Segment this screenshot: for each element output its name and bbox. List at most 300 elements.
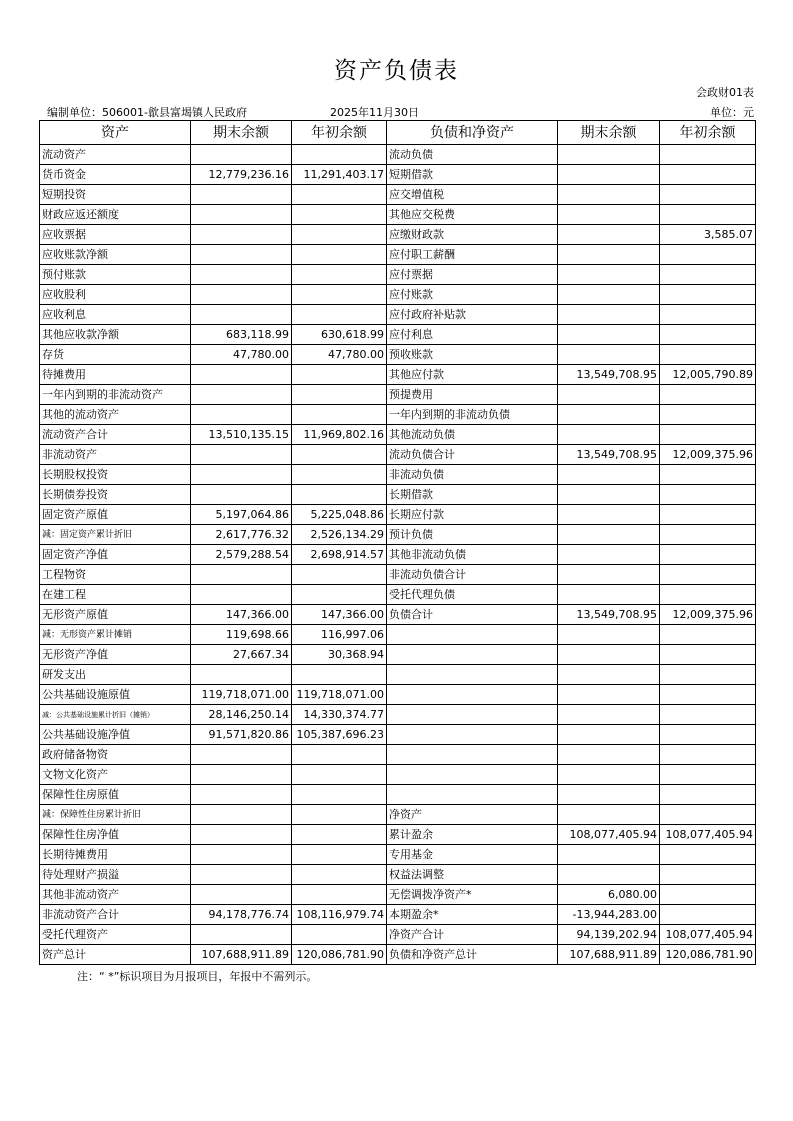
- asset-begin-balance: [292, 865, 387, 885]
- compiling-unit-name: 506001-歙县富堨镇人民政府: [102, 106, 247, 119]
- asset-end-balance: 12,779,236.16: [191, 165, 292, 185]
- liability-end-balance: [558, 385, 660, 405]
- table-row: [40, 325, 756, 345]
- table-row: [40, 765, 756, 785]
- liability-begin-balance: [660, 625, 756, 645]
- liability-begin-balance: [660, 885, 756, 905]
- liability-end-balance: [558, 325, 660, 345]
- table-row: [40, 885, 756, 905]
- asset-end-balance: [191, 305, 292, 325]
- asset-begin-balance: 5,225,048.86: [292, 505, 387, 525]
- liability-begin-balance: [660, 565, 756, 585]
- asset-item: 公共基础设施净值: [40, 725, 191, 745]
- asset-item: 应收票据: [40, 225, 191, 245]
- asset-end-balance: [191, 185, 292, 205]
- table-row: [40, 245, 756, 265]
- asset-item: 公共基础设施原值: [40, 685, 191, 705]
- asset-end-balance: [191, 565, 292, 585]
- asset-end-balance: 2,617,776.32: [191, 525, 292, 545]
- asset-item: 存货: [40, 345, 191, 365]
- asset-item: 工程物资: [40, 565, 191, 585]
- asset-begin-balance: [292, 285, 387, 305]
- asset-item: 长期债券投资: [40, 485, 191, 505]
- liability-end-balance: [558, 145, 660, 165]
- liability-end-balance: [558, 225, 660, 245]
- liability-begin-balance: [660, 865, 756, 885]
- asset-item: 减：保障性住房累计折旧: [40, 805, 191, 825]
- liability-begin-balance: [660, 785, 756, 805]
- asset-begin-balance: 47,780.00: [292, 345, 387, 365]
- liability-item: [387, 625, 558, 645]
- liability-end-balance: [558, 865, 660, 885]
- asset-item: 保障性住房净值: [40, 825, 191, 845]
- table-row: [40, 145, 756, 165]
- asset-begin-balance: 120,086,781.90: [292, 945, 387, 965]
- liability-end-balance: [558, 665, 660, 685]
- asset-end-balance: [191, 925, 292, 945]
- asset-item: 应收账款净额: [40, 245, 191, 265]
- asset-end-balance: [191, 145, 292, 165]
- liability-end-balance: [558, 745, 660, 765]
- liability-begin-balance: [660, 745, 756, 765]
- table-row: [40, 225, 756, 245]
- report-date: 2025年11月30日: [330, 106, 419, 119]
- table-row: [40, 705, 756, 725]
- table-row: [40, 865, 756, 885]
- liability-end-balance: 13,549,708.95: [558, 445, 660, 465]
- liability-item: 应付票据: [387, 265, 558, 285]
- asset-item: 减：无形资产累计摊销: [40, 625, 191, 645]
- asset-begin-balance: 11,291,403.17: [292, 165, 387, 185]
- liability-item: 本期盈余*: [387, 905, 558, 925]
- liability-begin-balance: [660, 245, 756, 265]
- asset-end-balance: [191, 805, 292, 825]
- liability-item: 其他应交税费: [387, 205, 558, 225]
- asset-item: 流动资产合计: [40, 425, 191, 445]
- liability-item: 其他流动负债: [387, 425, 558, 445]
- liability-begin-balance: [660, 325, 756, 345]
- asset-item: 短期投资: [40, 185, 191, 205]
- liability-item: 权益法调整: [387, 865, 558, 885]
- liability-begin-balance: [660, 525, 756, 545]
- asset-item: 减：公共基础设施累计折旧（摊销）: [40, 705, 191, 725]
- liability-item: 净资产合计: [387, 925, 558, 945]
- asset-end-balance: [191, 385, 292, 405]
- liability-end-balance: [558, 165, 660, 185]
- asset-item: 固定资产原值: [40, 505, 191, 525]
- asset-end-balance: [191, 885, 292, 905]
- liability-end-balance: 107,688,911.89: [558, 945, 660, 965]
- asset-begin-balance: [292, 405, 387, 425]
- liability-begin-balance: [660, 585, 756, 605]
- liability-end-balance: [558, 625, 660, 645]
- liability-begin-balance: 108,077,405.94: [660, 825, 756, 845]
- table-row: [40, 385, 756, 405]
- asset-item: 货币资金: [40, 165, 191, 185]
- asset-item: 预付账款: [40, 265, 191, 285]
- form-number: 会政财01表: [696, 86, 754, 99]
- liability-begin-balance: [660, 545, 756, 565]
- liability-begin-balance: [660, 385, 756, 405]
- asset-end-balance: 91,571,820.86: [191, 725, 292, 745]
- asset-begin-balance: [292, 485, 387, 505]
- table-row: [40, 605, 756, 625]
- liability-end-balance: [558, 465, 660, 485]
- asset-item: 应收利息: [40, 305, 191, 325]
- compiling-unit: [47, 104, 247, 120]
- asset-end-balance: [191, 845, 292, 865]
- liability-end-balance: [558, 705, 660, 725]
- asset-begin-balance: 147,366.00: [292, 605, 387, 625]
- asset-end-balance: [191, 265, 292, 285]
- liability-end-balance: [558, 545, 660, 565]
- table-row: [40, 265, 756, 285]
- header-assets-end-balance: 期末余额: [191, 121, 292, 145]
- liability-item: 应付政府补贴款: [387, 305, 558, 325]
- liability-begin-balance: [660, 725, 756, 745]
- asset-item: 减：固定资产累计折旧: [40, 525, 191, 545]
- liability-item: 应付职工薪酬: [387, 245, 558, 265]
- liability-begin-balance: [660, 645, 756, 665]
- asset-begin-balance: [292, 565, 387, 585]
- liability-begin-balance: 12,009,375.96: [660, 445, 756, 465]
- liability-end-balance: [558, 525, 660, 545]
- asset-item: 非流动资产合计: [40, 905, 191, 925]
- liability-end-balance: [558, 305, 660, 325]
- liability-begin-balance: [660, 405, 756, 425]
- header-liabilities-begin-balance: 年初余额: [660, 121, 756, 145]
- liability-end-balance: 6,080.00: [558, 885, 660, 905]
- table-row: [40, 205, 756, 225]
- liability-begin-balance: [660, 485, 756, 505]
- liability-end-balance: [558, 185, 660, 205]
- asset-item: 受托代理资产: [40, 925, 191, 945]
- liability-item: 短期借款: [387, 165, 558, 185]
- liability-begin-balance: 3,585.07: [660, 225, 756, 245]
- liability-end-balance: [558, 685, 660, 705]
- table-row: [40, 625, 756, 645]
- table-row: [40, 845, 756, 865]
- liability-item: 长期应付款: [387, 505, 558, 525]
- table-row: [40, 785, 756, 805]
- asset-end-balance: [191, 665, 292, 685]
- asset-begin-balance: [292, 765, 387, 785]
- asset-end-balance: 13,510,135.15: [191, 425, 292, 445]
- asset-end-balance: [191, 785, 292, 805]
- asset-begin-balance: [292, 225, 387, 245]
- liability-begin-balance: [660, 505, 756, 525]
- currency-unit: 单位：元: [710, 106, 754, 119]
- asset-begin-balance: [292, 845, 387, 865]
- liability-item: 应付利息: [387, 325, 558, 345]
- table-row: [40, 425, 756, 445]
- asset-end-balance: 147,366.00: [191, 605, 292, 625]
- liability-item: 专用基金: [387, 845, 558, 865]
- header-assets-begin-balance: 年初余额: [292, 121, 387, 145]
- asset-item: 在建工程: [40, 585, 191, 605]
- liability-item: 非流动负债合计: [387, 565, 558, 585]
- liability-end-balance: [558, 845, 660, 865]
- asset-end-balance: [191, 465, 292, 485]
- asset-begin-balance: 119,718,071.00: [292, 685, 387, 705]
- asset-end-balance: [191, 585, 292, 605]
- liability-end-balance: [558, 645, 660, 665]
- liability-end-balance: [558, 765, 660, 785]
- liability-begin-balance: [660, 805, 756, 825]
- liability-begin-balance: [660, 285, 756, 305]
- liability-item: 负债和净资产总计: [387, 945, 558, 965]
- liability-item: [387, 665, 558, 685]
- liability-begin-balance: [660, 145, 756, 165]
- liability-begin-balance: [660, 165, 756, 185]
- liability-item: 无偿调拨净资产*: [387, 885, 558, 905]
- asset-item: 保障性住房原值: [40, 785, 191, 805]
- table-row: [40, 665, 756, 685]
- asset-begin-balance: [292, 925, 387, 945]
- table-row: [40, 585, 756, 605]
- table-row: [40, 645, 756, 665]
- asset-item: 固定资产净值: [40, 545, 191, 565]
- liability-item: [387, 765, 558, 785]
- table-row: [40, 565, 756, 585]
- liability-end-balance: 108,077,405.94: [558, 825, 660, 845]
- asset-end-balance: 5,197,064.86: [191, 505, 292, 525]
- liability-end-balance: [558, 725, 660, 745]
- asset-item: 应收股利: [40, 285, 191, 305]
- liability-item: 其他应付款: [387, 365, 558, 385]
- liability-end-balance: [558, 805, 660, 825]
- liability-item: [387, 685, 558, 705]
- liability-item: [387, 745, 558, 765]
- asset-begin-balance: [292, 465, 387, 485]
- table-row: [40, 905, 756, 925]
- liability-end-balance: [558, 405, 660, 425]
- asset-begin-balance: [292, 825, 387, 845]
- liability-end-balance: [558, 585, 660, 605]
- liability-item: 应缴财政款: [387, 225, 558, 245]
- asset-end-balance: 119,718,071.00: [191, 685, 292, 705]
- asset-begin-balance: 108,116,979.74: [292, 905, 387, 925]
- asset-end-balance: [191, 865, 292, 885]
- asset-item: 长期待摊费用: [40, 845, 191, 865]
- asset-item: 无形资产原值: [40, 605, 191, 625]
- table-row: [40, 305, 756, 325]
- asset-item: 其他应收款净额: [40, 325, 191, 345]
- liability-end-balance: 13,549,708.95: [558, 365, 660, 385]
- liability-begin-balance: [660, 845, 756, 865]
- liability-end-balance: 13,549,708.95: [558, 605, 660, 625]
- liability-item: 预提费用: [387, 385, 558, 405]
- table-row: [40, 545, 756, 565]
- asset-end-balance: [191, 765, 292, 785]
- asset-end-balance: [191, 445, 292, 465]
- asset-begin-balance: [292, 885, 387, 905]
- asset-begin-balance: [292, 785, 387, 805]
- table-row: [40, 685, 756, 705]
- liability-begin-balance: 108,077,405.94: [660, 925, 756, 945]
- liability-item: 预计负债: [387, 525, 558, 545]
- asset-begin-balance: [292, 265, 387, 285]
- header-liabilities-end-balance: 期末余额: [558, 121, 660, 145]
- asset-end-balance: 27,667.34: [191, 645, 292, 665]
- asset-end-balance: [191, 745, 292, 765]
- table-row: [40, 805, 756, 825]
- liability-item: 非流动负债: [387, 465, 558, 485]
- balance-sheet-table: [39, 120, 756, 965]
- liability-end-balance: [558, 245, 660, 265]
- table-row: [40, 465, 756, 485]
- asset-begin-balance: [292, 305, 387, 325]
- asset-item: 文物文化资产: [40, 765, 191, 785]
- liability-item: 流动负债: [387, 145, 558, 165]
- asset-begin-balance: [292, 745, 387, 765]
- asset-end-balance: [191, 405, 292, 425]
- liability-item: [387, 785, 558, 805]
- liability-begin-balance: [660, 305, 756, 325]
- asset-begin-balance: 11,969,802.16: [292, 425, 387, 445]
- liability-end-balance: [558, 505, 660, 525]
- asset-begin-balance: [292, 245, 387, 265]
- asset-item: 长期股权投资: [40, 465, 191, 485]
- asset-item: 其他非流动资产: [40, 885, 191, 905]
- asset-item: 待处理财产损溢: [40, 865, 191, 885]
- asset-begin-balance: [292, 385, 387, 405]
- liability-end-balance: [558, 265, 660, 285]
- liability-end-balance: [558, 285, 660, 305]
- asset-end-balance: [191, 205, 292, 225]
- asset-end-balance: [191, 365, 292, 385]
- asset-end-balance: [191, 485, 292, 505]
- liability-item: 净资产: [387, 805, 558, 825]
- asset-begin-balance: [292, 805, 387, 825]
- asset-begin-balance: [292, 445, 387, 465]
- asset-begin-balance: 30,368.94: [292, 645, 387, 665]
- asset-begin-balance: [292, 665, 387, 685]
- liability-end-balance: [558, 785, 660, 805]
- liability-item: 应交增值税: [387, 185, 558, 205]
- liability-begin-balance: 12,009,375.96: [660, 605, 756, 625]
- asset-end-balance: 94,178,776.74: [191, 905, 292, 925]
- asset-begin-balance: 2,698,914.57: [292, 545, 387, 565]
- table-row: [40, 525, 756, 545]
- liability-item: [387, 725, 558, 745]
- liability-begin-balance: [660, 185, 756, 205]
- asset-end-balance: 28,146,250.14: [191, 705, 292, 725]
- liability-begin-balance: [660, 705, 756, 725]
- asset-end-balance: 47,780.00: [191, 345, 292, 365]
- table-row: [40, 285, 756, 305]
- liability-end-balance: [558, 425, 660, 445]
- liability-item: 流动负债合计: [387, 445, 558, 465]
- asset-begin-balance: [292, 585, 387, 605]
- liability-item: 其他非流动负债: [387, 545, 558, 565]
- table-row: [40, 825, 756, 845]
- asset-end-balance: 119,698.66: [191, 625, 292, 645]
- asset-item: 一年内到期的非流动资产: [40, 385, 191, 405]
- table-row: [40, 405, 756, 425]
- asset-item: 无形资产净值: [40, 645, 191, 665]
- table-row: [40, 345, 756, 365]
- liability-begin-balance: [660, 765, 756, 785]
- liability-item: [387, 705, 558, 725]
- liability-item: 长期借款: [387, 485, 558, 505]
- liability-begin-balance: [660, 905, 756, 925]
- liability-item: 预收账款: [387, 345, 558, 365]
- asset-end-balance: [191, 825, 292, 845]
- asset-begin-balance: 14,330,374.77: [292, 705, 387, 725]
- asset-item: 待摊费用: [40, 365, 191, 385]
- asset-item: 流动资产: [40, 145, 191, 165]
- asset-item: 资产总计: [40, 945, 191, 965]
- table-row: [40, 925, 756, 945]
- liability-end-balance: [558, 565, 660, 585]
- asset-begin-balance: [292, 365, 387, 385]
- asset-item: 非流动资产: [40, 445, 191, 465]
- table-row: [40, 745, 756, 765]
- liability-begin-balance: [660, 265, 756, 285]
- asset-end-balance: 683,118.99: [191, 325, 292, 345]
- asset-begin-balance: [292, 205, 387, 225]
- liability-begin-balance: [660, 465, 756, 485]
- table-row: [40, 185, 756, 205]
- liability-end-balance: 94,139,202.94: [558, 925, 660, 945]
- asset-begin-balance: 105,387,696.23: [292, 725, 387, 745]
- asset-end-balance: 107,688,911.89: [191, 945, 292, 965]
- asset-end-balance: [191, 245, 292, 265]
- table-row: [40, 505, 756, 525]
- asset-item: 财政应返还额度: [40, 205, 191, 225]
- asset-item: 研发支出: [40, 665, 191, 685]
- liability-end-balance: [558, 485, 660, 505]
- compiling-unit-label: 编制单位：: [47, 106, 102, 119]
- liability-item: [387, 645, 558, 665]
- liability-item: 一年内到期的非流动负债: [387, 405, 558, 425]
- asset-end-balance: [191, 225, 292, 245]
- asset-begin-balance: 2,526,134.29: [292, 525, 387, 545]
- liability-begin-balance: [660, 205, 756, 225]
- asset-begin-balance: 630,618.99: [292, 325, 387, 345]
- liability-begin-balance: [660, 685, 756, 705]
- liability-end-balance: -13,944,283.00: [558, 905, 660, 925]
- liability-begin-balance: [660, 345, 756, 365]
- liability-item: 应付账款: [387, 285, 558, 305]
- liability-item: 负债合计: [387, 605, 558, 625]
- header-assets: 资产: [40, 121, 191, 145]
- liability-begin-balance: 120,086,781.90: [660, 945, 756, 965]
- asset-begin-balance: [292, 145, 387, 165]
- table-row: [40, 945, 756, 965]
- asset-end-balance: [191, 285, 292, 305]
- table-row: [40, 725, 756, 745]
- liability-end-balance: [558, 345, 660, 365]
- table-row: [40, 165, 756, 185]
- table-row: [40, 365, 756, 385]
- header-liabilities: 负债和净资产: [387, 121, 558, 145]
- liability-end-balance: [558, 205, 660, 225]
- liability-item: 受托代理负债: [387, 585, 558, 605]
- liability-begin-balance: [660, 665, 756, 685]
- asset-end-balance: 2,579,288.54: [191, 545, 292, 565]
- asset-item: 其他的流动资产: [40, 405, 191, 425]
- liability-begin-balance: [660, 425, 756, 445]
- page-title: 资产负债表: [334, 58, 459, 84]
- footnote: 注：“ *”标识项目为月报项目，年报中不需列示。: [77, 970, 318, 983]
- header-row: [40, 121, 756, 145]
- asset-item: 政府储备物资: [40, 745, 191, 765]
- liability-begin-balance: 12,005,790.89: [660, 365, 756, 385]
- table-body: [40, 145, 756, 965]
- table-row: [40, 445, 756, 465]
